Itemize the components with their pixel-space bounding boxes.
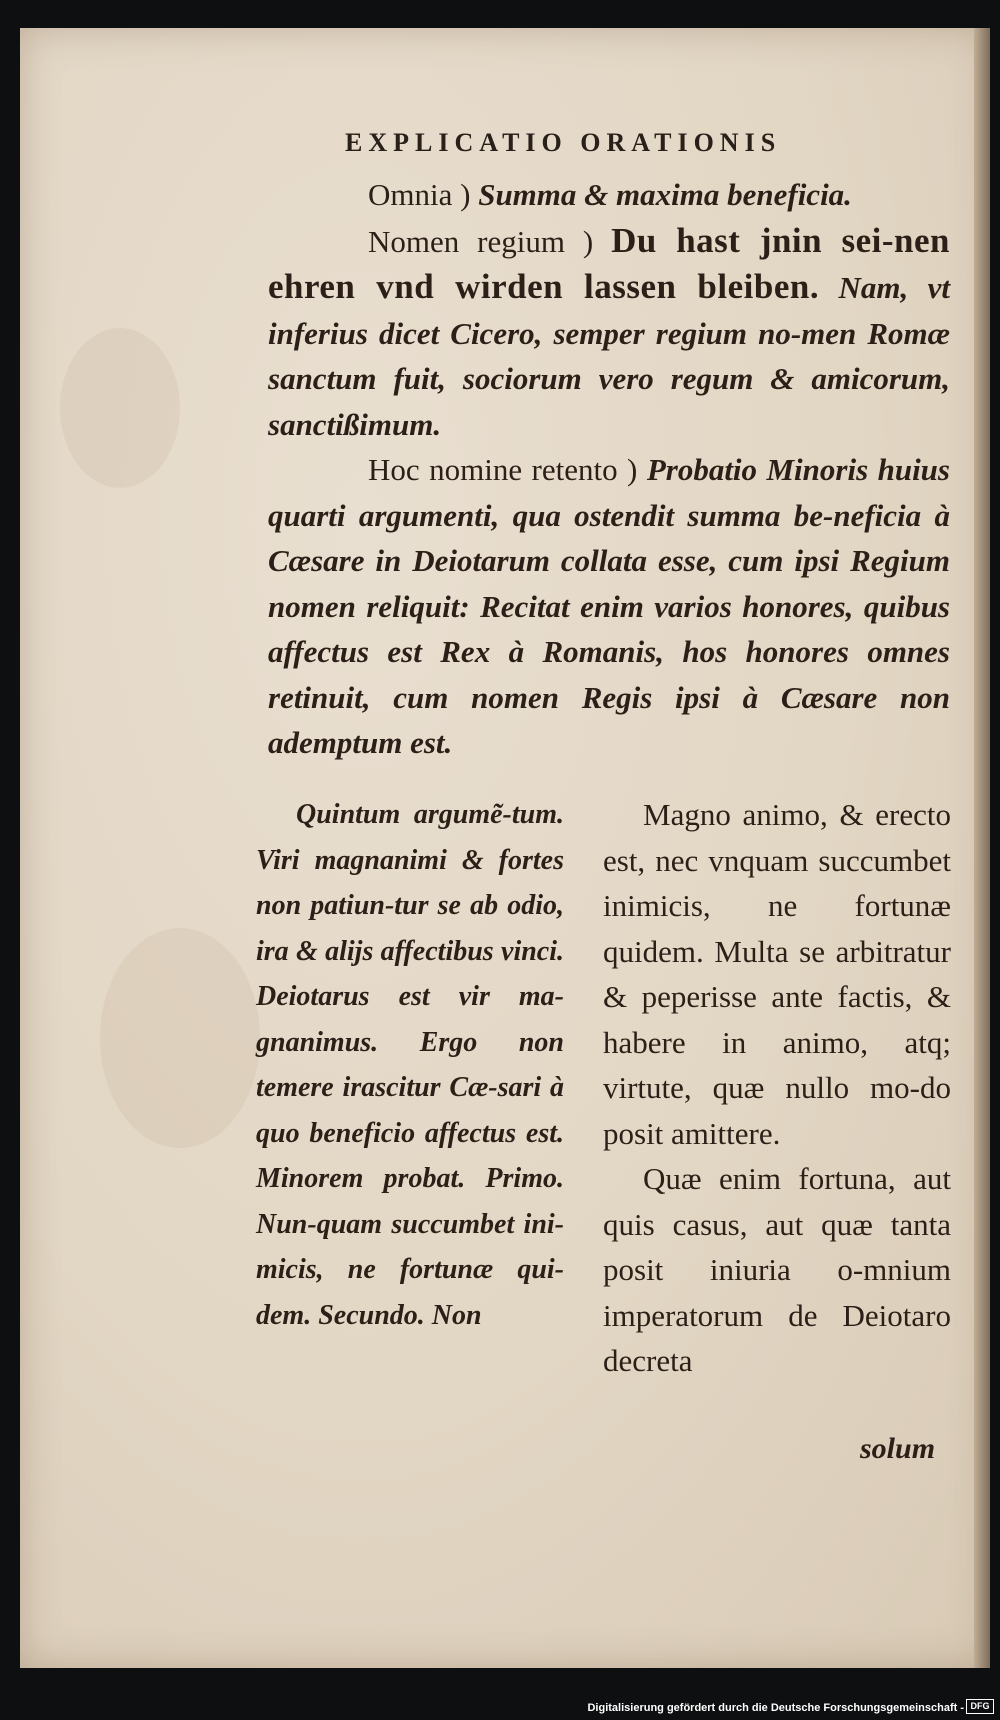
page-edge: [974, 28, 990, 1668]
gloss: Summa & maxima beneficia.: [478, 177, 852, 212]
oration-text-column: [603, 792, 951, 1384]
paper-stain: [100, 928, 260, 1148]
oration-paragraph: Quæ enim fortuna, aut quis casus, aut quæ tanta posit iniuria o-mnium imperatorum de Deiotaro decreta: [603, 1161, 951, 1378]
lemma: Hoc nomine retento ): [368, 452, 638, 487]
commentary-paragraph: Quintum argumẽ-tum. Viri magnanimi & fortes non patiun-tur se ab odio, ira & alijs affectibus vinci. Deiotarus est vir ma-gnanimus. Ergo non temere irascitur Cæ-sari à quo beneficio affectus est. Minorem probat. Primo. Nun-quam succumbet ini-micis, ne fortunæ qui-dem. Secundo. Non: [256, 799, 564, 1331]
oration-paragraph: Magno animo, & erecto est, nec vnquam succumbet inimicis, ne fortunæ quidem. Multa se arbitratur & peperisse ante factis, & habere in animo, atq; virtute, quæ nullo mo-do posit amittere.: [603, 797, 951, 1151]
marginal-commentary-column: [256, 792, 564, 1338]
gloss: Nam, vt inferius dicet Cicero, semper regium no-men Romæ sanctum fuit, sociorum vero regum & amicorum, sanctißimum.: [268, 270, 951, 442]
lemma: Omnia ): [368, 177, 471, 212]
gloss: Probatio Minoris huius quarti argumenti, qua ostendit summa be-neficia à Cæsare in Deiotarum collata esse, cum ipsi Regium nomen reliquit: Recitat enim varios honores, quibus affectus est Rex à Romanis, hos honores omnes retinuit, cum nomen Regis ipsi à Cæsare non ademptum est.: [268, 452, 950, 760]
german-gloss: Du hast jnin sei-nen ehren vnd wirden lassen bleiben.: [268, 220, 951, 306]
running-head: EXPLICATIO ORATIONIS: [345, 128, 782, 157]
paragraph-omnia: [268, 172, 950, 218]
lemma: Nomen regium ): [368, 223, 594, 259]
funding-credit: Digitalisierung gefördert durch die Deutsche Forschungsgemeinschaft -: [587, 1702, 964, 1714]
footer-bar: [0, 1692, 1000, 1720]
paragraph-nomen-regium: [268, 218, 950, 448]
paragraph-hoc-nomine: [268, 447, 950, 766]
dfg-logo-icon: DFG: [966, 1699, 994, 1714]
catchword: solum: [860, 1432, 936, 1465]
main-text-block: [268, 172, 950, 766]
paper-stain: [60, 328, 180, 488]
